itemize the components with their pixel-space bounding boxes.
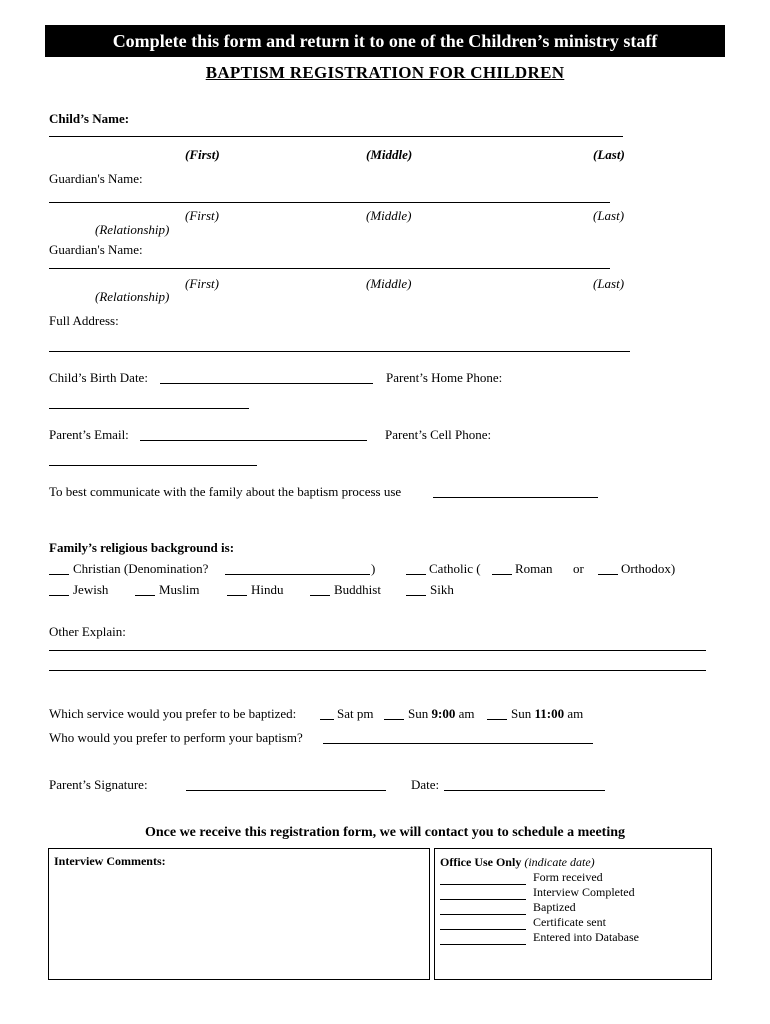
guardian2-first-caption: (First)	[185, 276, 219, 291]
jewish-label: Jewish	[73, 582, 109, 597]
sun-9-checkbox-line[interactable]	[384, 719, 404, 720]
email-line[interactable]	[140, 440, 367, 441]
roman-label: Roman	[515, 561, 553, 576]
email-label: Parent’s Email:	[49, 427, 129, 442]
child-first-caption: (First)	[185, 147, 220, 162]
other-explain-line-1[interactable]	[49, 650, 706, 651]
catholic-checkbox-line[interactable]	[406, 574, 426, 575]
cell-phone-line[interactable]	[49, 465, 257, 466]
jewish-checkbox-line[interactable]	[49, 595, 69, 596]
perform-label: Who would you prefer to perform your baptism?	[49, 730, 303, 745]
form-title: BAPTISM REGISTRATION FOR CHILDREN	[205, 63, 565, 82]
guardian1-name-label: Guardian's Name:	[49, 171, 143, 186]
muslim-checkbox-line[interactable]	[135, 595, 155, 596]
child-name-label: Child’s Name:	[49, 111, 130, 126]
sun-11-ampm: am	[567, 706, 584, 721]
sun-9-time: 9:00	[431, 706, 456, 721]
sun-11-checkbox-line[interactable]	[487, 719, 507, 720]
sun-9-ampm: am	[458, 706, 475, 721]
communicate-label: To best communicate with the family about the baptism process use	[49, 484, 402, 499]
denomination-line[interactable]	[225, 574, 370, 575]
communicate-line[interactable]	[433, 497, 598, 498]
sikh-checkbox-line[interactable]	[406, 595, 426, 596]
office-item-entered-database: Entered into Database	[533, 930, 639, 944]
signature-line[interactable]	[186, 790, 386, 791]
signature-label: Parent’s Signature:	[49, 777, 148, 792]
guardian1-last-caption: (Last)	[593, 208, 625, 223]
guardian1-name-line[interactable]	[49, 202, 610, 203]
child-last-caption: (Last)	[593, 147, 625, 162]
office-line-certificate-sent[interactable]	[440, 929, 526, 930]
interview-comments-label: Interview Comments:	[54, 854, 166, 868]
catholic-label: Catholic (	[429, 561, 481, 576]
office-item-interview-completed: Interview Completed	[533, 885, 635, 899]
date-line[interactable]	[444, 790, 605, 791]
home-phone-line[interactable]	[49, 408, 249, 409]
guardian2-name-label: Guardian's Name:	[49, 242, 143, 257]
office-use-box	[434, 848, 712, 980]
other-explain-label: Other Explain:	[49, 624, 126, 639]
instruction-banner: Complete this form and return it to one of the Children’s ministry staff	[45, 25, 725, 57]
perform-line[interactable]	[323, 743, 593, 744]
office-item-baptized: Baptized	[533, 900, 576, 914]
guardian2-relationship-caption: (Relationship)	[95, 289, 170, 304]
sun-11-label	[511, 706, 583, 722]
child-middle-caption: (Middle)	[366, 147, 413, 162]
guardian1-relationship-caption: (Relationship)	[95, 222, 170, 237]
hindu-checkbox-line[interactable]	[227, 595, 247, 596]
office-line-baptized[interactable]	[440, 914, 526, 915]
roman-checkbox-line[interactable]	[492, 574, 512, 575]
cell-phone-label: Parent’s Cell Phone:	[385, 427, 492, 442]
sat-checkbox-line[interactable]	[320, 719, 334, 720]
address-label: Full Address:	[49, 313, 119, 328]
office-line-form-received[interactable]	[440, 884, 526, 885]
birth-date-label: Child’s Birth Date:	[49, 370, 148, 385]
christian-close-paren: )	[371, 561, 376, 576]
service-question: Which service would you prefer to be baptized:	[49, 706, 297, 721]
office-item-certificate-sent: Certificate sent	[533, 915, 606, 929]
office-line-entered-database[interactable]	[440, 944, 526, 945]
buddhist-label: Buddhist	[334, 582, 381, 597]
guardian2-middle-caption: (Middle)	[366, 276, 412, 291]
birth-date-line[interactable]	[160, 383, 373, 384]
guardian1-first-caption: (First)	[185, 208, 219, 223]
orthodox-label: Orthodox)	[621, 561, 676, 576]
sat-label: Sat pm	[337, 706, 374, 721]
office-use-label: Office Use Only	[440, 855, 522, 869]
sun-9-day: Sun	[408, 706, 429, 721]
child-name-line[interactable]	[49, 136, 623, 137]
office-use-note: (indicate date)	[524, 855, 595, 869]
sun-9-label	[408, 706, 474, 722]
office-use-header	[440, 855, 595, 870]
hindu-label: Hindu	[251, 582, 284, 597]
date-label: Date:	[411, 777, 440, 792]
interview-comments-box[interactable]	[48, 848, 430, 980]
buddhist-checkbox-line[interactable]	[310, 595, 330, 596]
other-explain-line-2[interactable]	[49, 670, 706, 671]
or-label: or	[573, 561, 584, 576]
home-phone-label: Parent’s Home Phone:	[386, 370, 503, 385]
christian-checkbox-line[interactable]	[49, 574, 69, 575]
christian-label: Christian (Denomination?	[73, 561, 209, 576]
address-line[interactable]	[49, 351, 630, 352]
religion-heading: Family’s religious background is:	[49, 540, 235, 555]
sikh-label: Sikh	[430, 582, 454, 597]
office-line-interview-completed[interactable]	[440, 899, 526, 900]
orthodox-checkbox-line[interactable]	[598, 574, 618, 575]
contact-note: Once we receive this registration form, we will contact you to schedule a meeting	[144, 825, 626, 840]
guardian2-last-caption: (Last)	[593, 276, 625, 291]
office-item-form-received: Form received	[533, 870, 603, 884]
sun-11-day: Sun	[511, 706, 532, 721]
muslim-label: Muslim	[159, 582, 200, 597]
sun-11-time: 11:00	[534, 706, 565, 721]
guardian2-name-line[interactable]	[49, 268, 610, 269]
guardian1-middle-caption: (Middle)	[366, 208, 412, 223]
